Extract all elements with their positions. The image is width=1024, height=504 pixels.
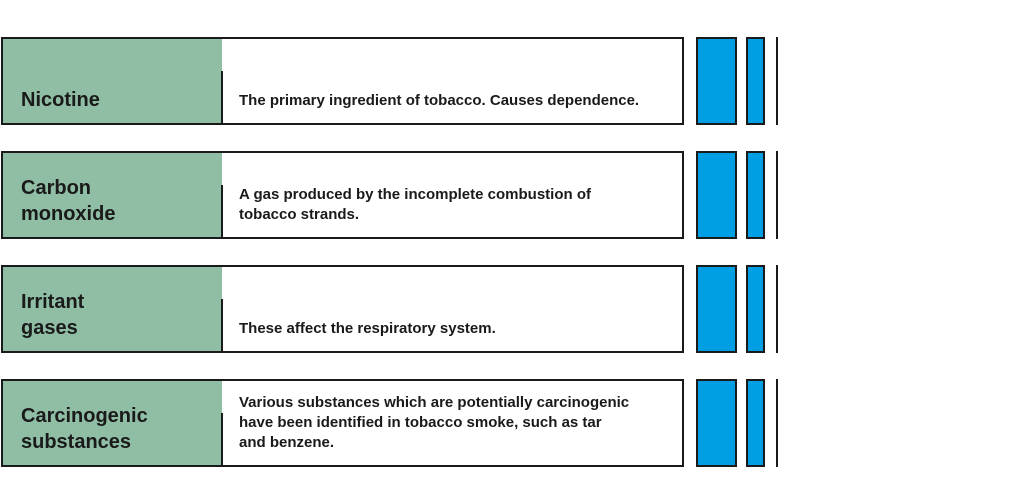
row-carbon-monoxide xyxy=(1,151,781,239)
description-text: The primary ingredient of tobacco. Causes dependence. xyxy=(239,92,640,109)
line-tab-marker xyxy=(776,265,778,353)
description-cell xyxy=(222,153,682,237)
term-label: Carcinogenic substances xyxy=(21,405,148,453)
wide-tab-marker xyxy=(696,151,737,239)
term-cell xyxy=(3,39,222,123)
description-cell xyxy=(222,381,682,465)
description-cell xyxy=(222,267,682,351)
narrow-tab-marker xyxy=(746,151,765,239)
row-card xyxy=(1,151,684,239)
line-tab-marker xyxy=(776,151,778,239)
term-label: Carbon monoxide xyxy=(21,177,116,225)
wide-tab-marker xyxy=(696,37,737,125)
description-text: Various substances which are potentially carcinogenic have been identified in tobacco smoke, such as tar and benzene. xyxy=(239,394,630,451)
description-text: These affect the respiratory system. xyxy=(239,320,496,337)
row-card xyxy=(1,379,684,467)
narrow-tab-marker xyxy=(746,265,765,353)
wide-tab-marker xyxy=(696,265,737,353)
line-tab-marker xyxy=(776,379,778,467)
term-label: Irritant gases xyxy=(21,291,85,339)
narrow-tab-marker xyxy=(746,379,765,467)
term-cell xyxy=(3,381,222,465)
line-tab-marker xyxy=(776,37,778,125)
term-cell xyxy=(3,153,222,237)
wide-tab-marker xyxy=(696,379,737,467)
term-cell xyxy=(3,267,222,351)
term-label: Nicotine xyxy=(21,89,100,111)
narrow-tab-marker xyxy=(746,37,765,125)
row-card xyxy=(1,265,684,353)
row-irritant-gases xyxy=(1,265,781,353)
description-text: A gas produced by the incomplete combustion of tobacco strands. xyxy=(239,186,591,223)
row-carcinogenic-substances xyxy=(1,379,781,467)
description-cell xyxy=(222,39,682,123)
row-nicotine xyxy=(1,37,781,125)
row-card xyxy=(1,37,684,125)
